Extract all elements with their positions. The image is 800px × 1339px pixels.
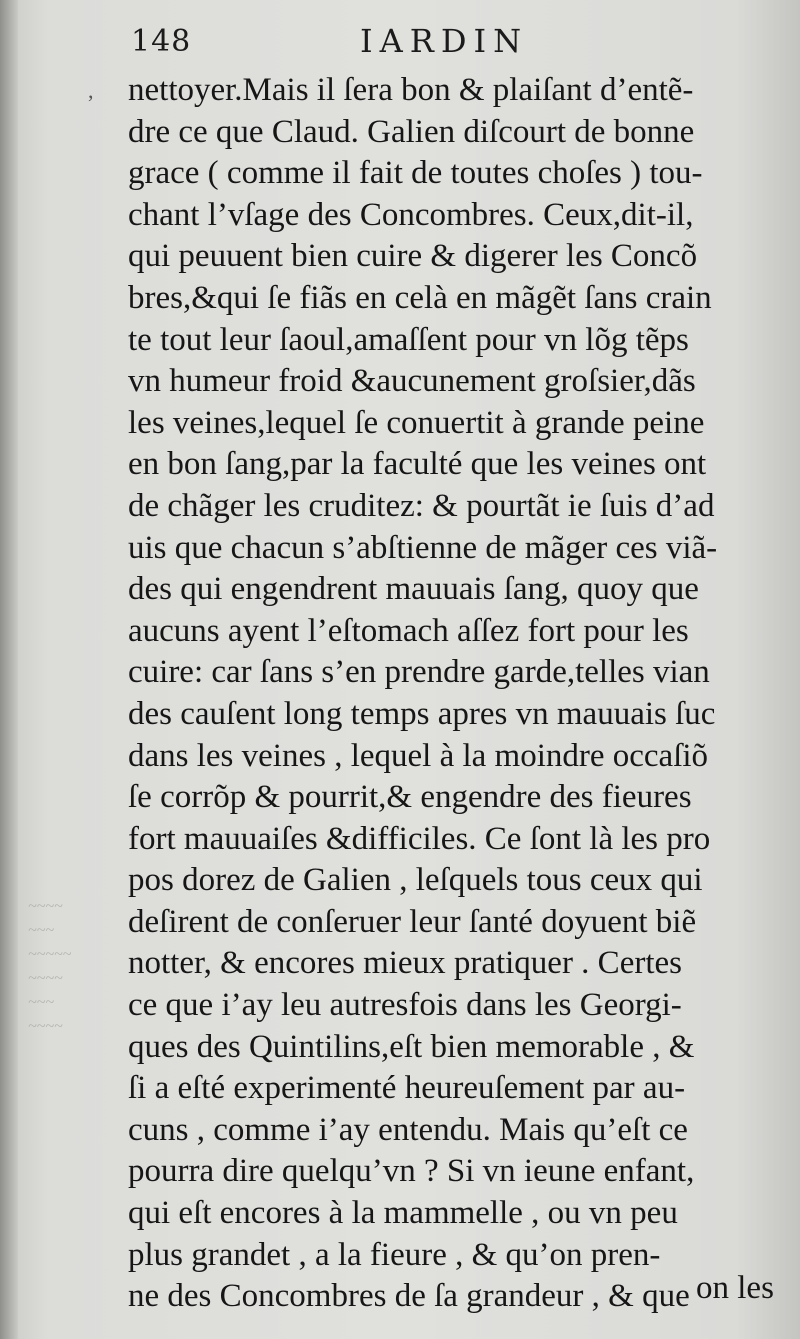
text-line: ques des Quintilins,eſt bien memorable , &	[128, 1028, 695, 1065]
text-line: les veines,lequel ſe conuertit à grande peine	[128, 404, 705, 441]
text-line: pourra dire quelqu’vn ? Si vn ieune enfant,	[128, 1153, 695, 1190]
text-line: nettoyer.Mais il ſera bon & plaiſant d’entẽ-	[128, 72, 694, 108]
page-number: 148	[131, 24, 192, 59]
text-line: notter, & encores mieux pratiquer . Certes	[128, 945, 682, 982]
text-line: pos dorez de Galien , leſquels tous ceux qui	[128, 862, 703, 899]
text-line: uis que chacun s’abſtienne de mãger ces viã-	[128, 529, 718, 566]
text-line: ce que i’ay leu autresfois dans les Georgi-	[128, 987, 682, 1024]
bleed-through-margin-notes: ~~~~ ~~~ ~~~~~ ~~~~ ~~~ ~~~~	[28, 898, 72, 1035]
page-header	[0, 22, 800, 70]
text-line: qui eſt encores à la mammelle , ou vn peu	[128, 1195, 678, 1232]
margin-mark: ,	[88, 78, 94, 103]
page-gutter-shadow	[0, 0, 18, 1339]
body-text	[128, 70, 778, 1318]
catchword: on les	[696, 1270, 774, 1306]
text-line: cuns , comme i’ay entendu. Mais qu’eſt ce	[128, 1111, 688, 1148]
text-line: bres,&qui ſe fiãs en celà en mãgẽt ſans crain	[128, 279, 712, 316]
text-line: vn humeur froid &aucunement groſsier,dãs	[128, 363, 696, 400]
text-line: dre ce que Claud. Galien diſcourt de bonne	[128, 113, 695, 150]
text-line: ſe corrõp & pourrit,& engendre des fieures	[128, 779, 692, 816]
text-line: grace ( comme il fait de toutes choſes ) tou-	[128, 155, 703, 192]
text-line: ne des Concombres de ſa grandeur , & que	[128, 1278, 690, 1315]
text-line: ſi a eſté experimenté heureuſement par au-	[128, 1070, 686, 1107]
running-head: IARDIN	[360, 22, 529, 60]
text-line: de chãger les cruditez: & pourtãt ie ſuis d’ad	[128, 487, 715, 524]
text-line: te tout leur ſaoul,amaſſent pour vn lõg tẽps	[128, 321, 689, 358]
text-line: en bon ſang,par la faculté que les veines ont	[128, 446, 707, 483]
text-line: des cauſent long temps apres vn mauuais ſuc	[128, 695, 716, 732]
text-line: aucuns ayent l’eſtomach aſſez fort pour les	[128, 612, 689, 649]
text-line: qui peuuent bien cuire & digerer les Concõ	[128, 238, 698, 275]
text-line: dans les veines , lequel à la moindre occaſiõ	[128, 737, 709, 774]
text-line: des qui engendrent mauuais ſang, quoy que	[128, 571, 699, 608]
text-line: cuire: car ſans s’en prendre garde,telles vian	[128, 654, 710, 691]
text-line: fort mauuaiſes &difficiles. Ce ſont là les pro	[128, 820, 711, 857]
text-line: chant l’vſage des Concombres. Ceux,dit-il,	[128, 196, 694, 233]
text-line: plus grandet , a la fieure , & qu’on pren-	[128, 1236, 661, 1273]
text-line: deſirent de conſeruer leur ſanté doyuent biẽ	[128, 903, 697, 940]
